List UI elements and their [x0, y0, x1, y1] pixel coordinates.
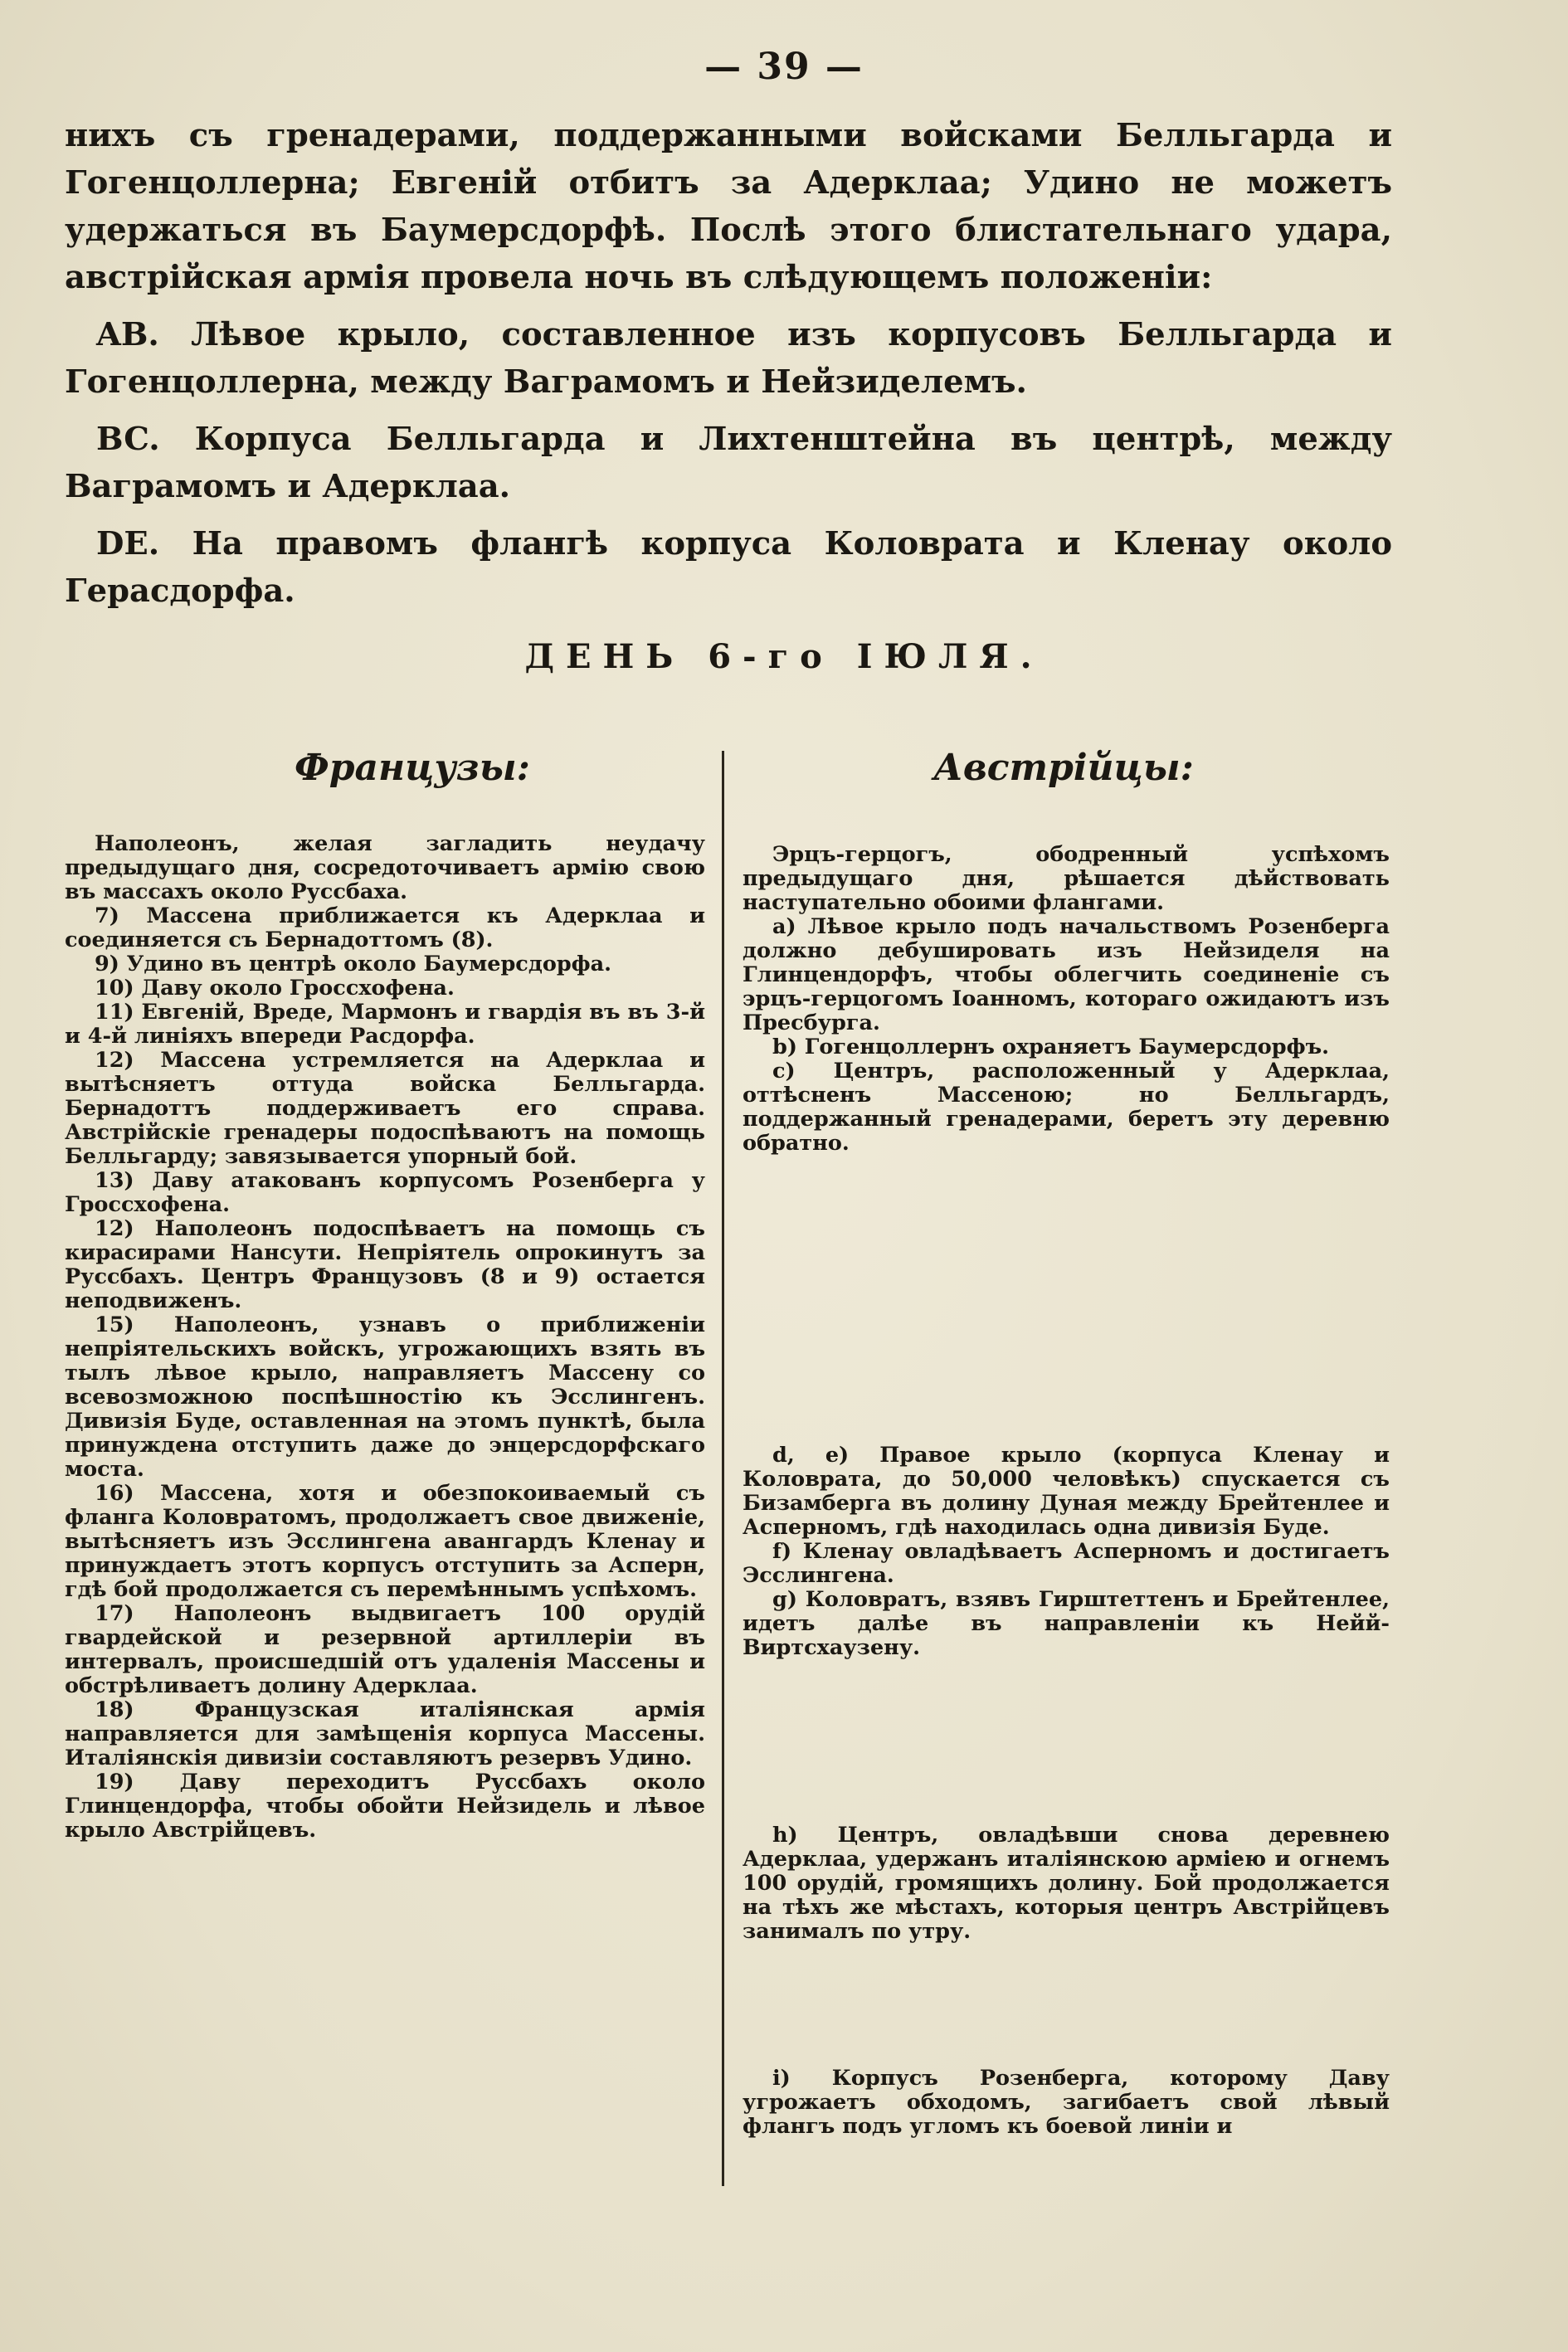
- french-paragraph-13: 13) Даву атакованъ корпусомъ Розенберга у Гроссхофена.: [65, 1168, 705, 1217]
- french-paragraph-17: 17) Наполеонъ выдвигаетъ 100 орудій гвардейской и резервной артиллеріи въ интервалъ, происшедшій отъ удаленія Массены и обстрѣливаетъ долину Адерклаа.: [65, 1601, 705, 1698]
- austrian-paragraph-de: d, e) Правое крыло (корпуса Кленау и Коловрата, до 50,000 человѣкъ) спускается съ Бизамберга въ долину Дуная между Брейтенлее и Асперномъ, гдѣ находилась одна дивизія Буде.: [743, 1443, 1390, 1540]
- position-de: DE. На правомъ флангѣ корпуса Коловрата и Кленау около Герасдорфа.: [65, 525, 1392, 610]
- austrian-paragraph-f: f) Кленау овладѣваетъ Асперномъ и достигаетъ Эсслингена.: [743, 1539, 1390, 1588]
- french-paragraph-9: 9) Удино въ центрѣ около Баумерсдорфа.: [95, 952, 612, 976]
- austrian-paragraph-i: i) Корпусъ Розенберга, которому Даву угрожаетъ обходомъ, загибаетъ свой лѣвый флангъ подъ угломъ къ боевой линіи и: [743, 2066, 1390, 2139]
- french-column: [65, 832, 705, 1843]
- french-column-heading: Французы:: [295, 747, 530, 789]
- austrian-paragraph-a: a) Лѣвое крыло подъ начальствомъ Розенберга должно дебушировать изъ Нейзиделя на Глинцендорфъ, чтобы облегчить соединеніе съ эрцъ-герцогомъ Іоанномъ, котораго ожидаютъ изъ Пресбурга.: [743, 914, 1390, 1035]
- page-number: — 39 —: [704, 46, 864, 88]
- french-paragraph-12: 12) Массена устремляется на Адерклаа и вытѣсняетъ оттуда войска Белльгарда. Бернадоттъ поддерживаетъ его справа. Австрійскіе гренадеры подоспѣваютъ на помощь Белльгарду; завязывается упорный бой.: [65, 1048, 705, 1169]
- austrian-paragraph-g: g) Коловратъ, взявъ Гирштеттенъ и Брейтенлее, идетъ далѣе въ направленіи къ Нейй-Виртсхаузену.: [743, 1587, 1390, 1660]
- austrian-paragraph-c: c) Центръ, расположенный у Адерклаа, оттѣсненъ Массеною; но Белльгардъ, поддержанный гренадерами, беретъ эту деревню обратно.: [743, 1059, 1390, 1156]
- french-paragraph-7: 7) Массена приближается къ Адерклаа и соединяется съ Бернадоттомъ (8).: [65, 903, 705, 952]
- day-title: ДЕНЬ 6-го ІЮЛЯ.: [524, 637, 1044, 676]
- french-paragraph-16: 16) Массена, хотя и обезпокоиваемый съ фланга Коловратомъ, продолжаетъ свое движеніе, вытѣсняетъ изъ Эсслингена авангардъ Кленау и принуждаетъ этотъ корпусъ отступить за Асперн, гдѣ бой продолжается съ перемѣннымъ успѣхомъ.: [65, 1481, 705, 1602]
- austrian-block-center: [743, 1824, 1390, 1944]
- french-paragraph-18: 18) Французская италіянская армія направляется для замѣщенія корпуса Массены. Италіянскія дивизіи составляютъ резервъ Удино.: [65, 1697, 705, 1770]
- french-paragraph-19: 19) Даву переходитъ Руссбахъ около Глинцендорфа, чтобы обойти Нейзидель и лѣвое крыло Австрійцевъ.: [65, 1770, 705, 1843]
- french-paragraph-10: 10) Даву около Гроссхофена.: [95, 976, 455, 1001]
- austrian-paragraph-intro: Эрцъ-герцогъ, ободренный успѣхомъ предыдущаго дня, рѣшается дѣйствовать наступательно обоими флангами.: [743, 842, 1390, 915]
- french-paragraph-intro: Наполеонъ, желая загладить неудачу предыдущаго дня, сосредоточиваетъ армію свою въ массахъ около Руссбаха.: [65, 831, 705, 904]
- austrian-block-left-wing: [743, 2067, 1390, 2139]
- french-paragraph-15: 15) Наполеонъ, узнавъ о приближеніи непріятельскихъ войскъ, угрожающихъ взять въ тылъ лѣвое крыло, направляетъ Массену со всевозможною поспѣшностію къ Эсслингенъ. Дивизія Буде, оставленная на этомъ пунктѣ, была принуждена отступить даже до энцерсдорфскаго моста.: [65, 1312, 705, 1482]
- austrian-paragraph-b: b) Гогенцоллернъ охраняетъ Баумерсдорфъ.: [772, 1035, 1330, 1059]
- position-ab: AB. Лѣвое крыло, составленное изъ корпусовъ Белльгарда и Гогенцоллерна, между Ваграмомъ и Нейзиделемъ.: [65, 316, 1392, 401]
- position-bc: BC. Корпуса Белльгарда и Лихтенштейна въ центрѣ, между Ваграмомъ и Адерклаа.: [65, 421, 1392, 505]
- austrian-column-heading: Австрійцы:: [933, 747, 1194, 789]
- intro-paragraph: нихъ съ гренадерами, поддержанными войсками Белльгарда и Гогенцоллерна; Евгеній отбитъ за Адерклаа; Удино не можетъ удержаться въ Баумерсдорфѣ. Послѣ этого блистательнаго удара, австрійская армія провела ночь въ слѣдующемъ положеніи:: [65, 117, 1392, 296]
- austrian-block-morning: [743, 843, 1390, 1156]
- austrian-paragraph-h: h) Центръ, овладѣвши снова деревнею Адерклаа, удержанъ италіянскою арміею и огнемъ 100 орудій, громящихъ долину. Бой продолжается на тѣхъ же мѣстахъ, которыя центръ Австрійцевъ занималъ по утру.: [743, 1823, 1390, 1944]
- french-paragraph-11: 11) Евгеній, Вреде, Мармонъ и гвардія въ въ 3-й и 4-й линіяхъ впереди Расдорфа.: [65, 1000, 705, 1049]
- austrian-block-right-wing: [743, 1444, 1390, 1660]
- french-paragraph-12b: 12) Наполеонъ подоспѣваетъ на помощь съ кирасирами Нансути. Непріятель опрокинутъ за Руссбахъ. Центръ Французовъ (8 и 9) остается неподвиженъ.: [65, 1216, 705, 1313]
- column-divider: [722, 751, 724, 2186]
- intro-section: [65, 112, 1392, 615]
